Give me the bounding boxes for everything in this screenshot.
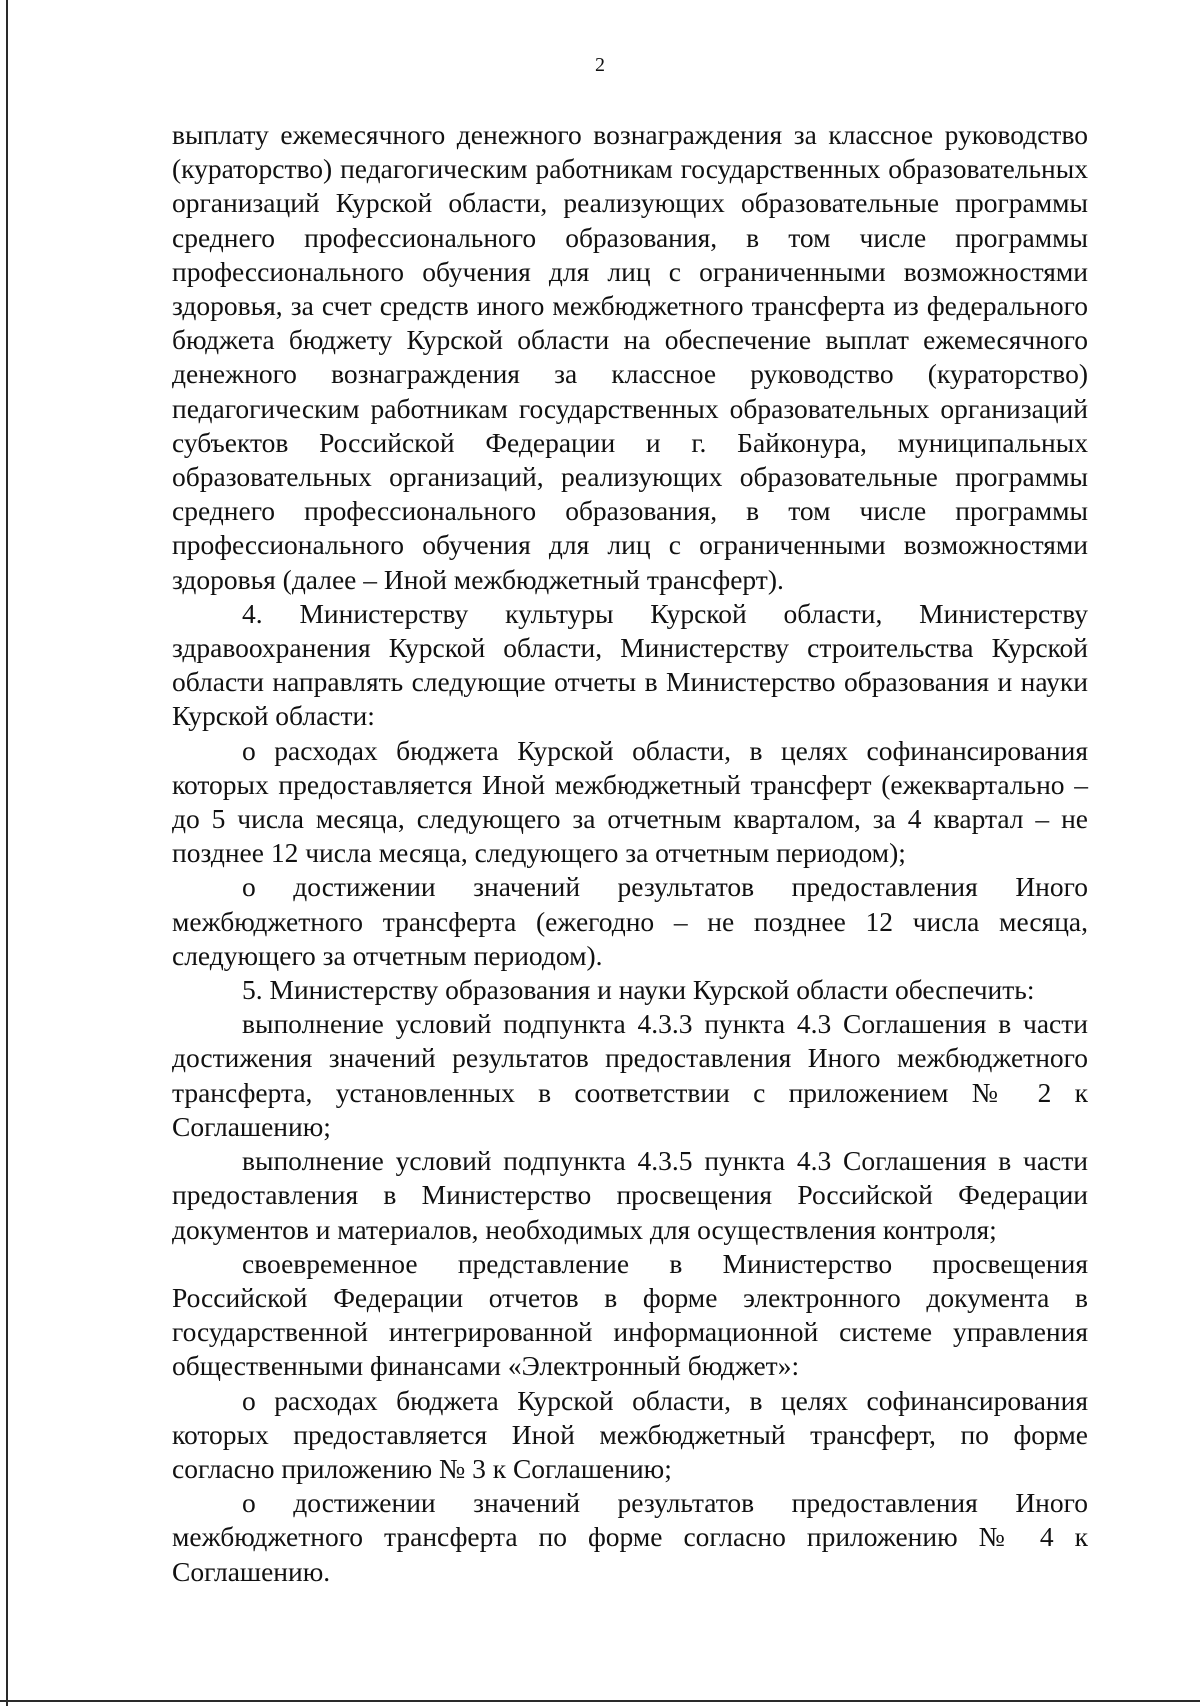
paragraph-item-4: 4. Министерству культуры Курской области, Министерству здравоохранения Курской области, Министерству строительства Курской области направлять следующие отчеты в Министерство образования и науки Курской области: xyxy=(172,597,1088,732)
document-body xyxy=(172,118,1088,1589)
paragraph-condition-4-3-3: выполнение условий подпункта 4.3.3 пункта 4.3 Соглашения в части достижения значений результатов предоставления Иного межбюджетного трансферта, установленных в соответствии с приложением № 2 к Соглашению; xyxy=(172,1008,1088,1142)
paragraph-report-expenses: о расходах бюджета Курской области, в целях софинансирования которых предоставляется Иной межбюджетный трансферт (ежеквартально – до 5 числа месяца, следующего за отчетным кварталом, за 4 квартал – не позднее 12 числа месяца, следующего за отчетным периодом); xyxy=(172,734,1088,869)
paragraph-form-appendix-3: о расходах бюджета Курской области, в целях софинансирования которых предоставляется Иной межбюджетный трансферт, по форме согласно приложению № 3 к Соглашению; xyxy=(172,1384,1088,1484)
paragraph-continuation: выплату ежемесячного денежного вознаграждения за классное руководство (кураторство) педагогическим работникам государственных образовательных организаций Курской области, реализующих образовательные программы среднего профессионального образования, в том числе программы профессионального обучения для лиц с ограниченными возможностями здоровья, за счет средств иного межбюджетного трансферта из федерального бюджета бюджету Курской области на обеспечение выплат ежемесячного денежного вознаграждения за классное руководство (кураторство) педагогическим работникам государственных образовательных организаций субъектов Российской Федерации и г. Байконура, муниципальных образовательных организаций, реализующих образовательные программы среднего профессионального образования, в том числе программы профессионального обучения для лиц с ограниченными возможностями здоровья (далее – Иной межбюджетный трансферт). xyxy=(172,119,1088,595)
paragraph-timely-reports: своевременное представление в Министерство просвещения Российской Федерации отчетов в форме электронного документа в государственной интегрированной информационной системе управления общественными финансами «Электронный бюджет»: xyxy=(172,1247,1088,1382)
page-number: 2 xyxy=(595,54,605,76)
paragraph-item-5: 5. Министерству образования и науки Курской области обеспечить: xyxy=(242,974,1035,1006)
page-edge-left xyxy=(6,0,8,1706)
paragraph-report-results: о достижении значений результатов предоставления Иного межбюджетного трансферта (ежегодно – не позднее 12 числа месяца, следующего за отчетным периодом). xyxy=(172,871,1088,971)
page-edge-bottom xyxy=(0,1700,1200,1702)
paragraph-form-appendix-4: о достижении значений результатов предоставления Иного межбюджетного трансферта по форме согласно приложению № 4 к Соглашению. xyxy=(172,1487,1088,1587)
paragraph-condition-4-3-5: выполнение условий подпункта 4.3.5 пункта 4.3 Соглашения в части предоставления в Министерство просвещения Российской Федерации документов и материалов, необходимых для осуществления контроля; xyxy=(172,1145,1088,1245)
